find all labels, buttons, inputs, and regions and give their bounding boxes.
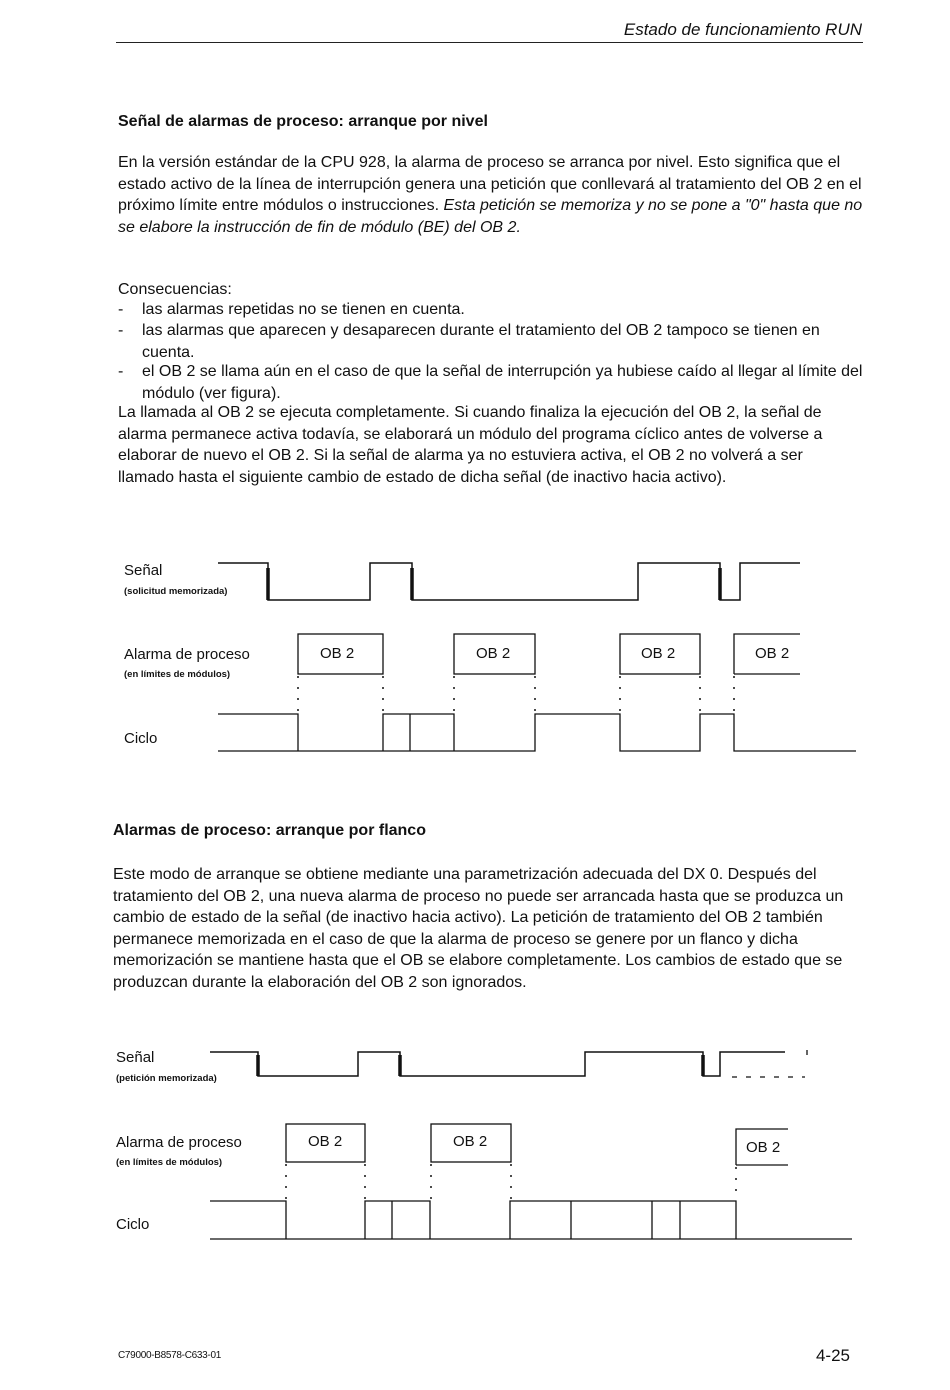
section-heading-edge: Alarmas de proceso: arranque por flanco: [113, 822, 426, 839]
list-bullet: -: [118, 301, 124, 318]
alarm-label: Alarma de proceso: [116, 1134, 242, 1151]
timing-diagram-edge: [0, 1035, 950, 1250]
memorized-request-marks: [258, 1055, 703, 1076]
signal-sublabel: (petición memorizada): [116, 1073, 217, 1084]
ob2-label: OB 2: [320, 645, 355, 662]
ob2-label: OB 2: [755, 645, 790, 662]
signal-waveform: [210, 1052, 785, 1076]
cycle-waveform: [210, 1201, 852, 1239]
memorized-request-marks: [268, 568, 720, 600]
consequences-label: Consecuencias:: [118, 281, 232, 298]
paragraph-level-intro-italic: Esta petición se memoriza y no se pone a "0" hasta que no se elabore la instrucción de fin de módulo (BE) del OB 2.: [118, 197, 863, 236]
list-item: - las alarmas que aparecen y desaparecen durante el tratamiento del OB 2 tampoco se tienen en cuenta.: [118, 322, 820, 361]
module-boundary-markers: [286, 1164, 736, 1205]
list-item: - el OB 2 se llama aún en el caso de que la señal de interrupción ya hubiese caído al llegar al límite del módulo (ver figura).: [118, 363, 863, 402]
alarm-label: Alarma de proceso: [124, 646, 250, 663]
document-code: C79000-B8578-C633-01: [118, 1350, 221, 1361]
ob2-label: OB 2: [308, 1133, 343, 1150]
request-continuation: [732, 1050, 807, 1077]
paragraph-level-consequence: La llamada al OB 2 se ejecuta completamente. Si cuando finaliza la ejecución del OB 2, la señal de alarma permanece activa todavía, se elaborará un módulo del programa cíclico antes de volverse a elaborar de nuevo el OB 2. Si la señal de alarma ya no estuviera activa, el OB 2 no volverá a ser llamado hasta el siguiente cambio de estado de dicha señal (de inactivo hacia activo).: [118, 404, 823, 486]
signal-sublabel: (solicitud memorizada): [124, 586, 228, 597]
page-number: 4-25: [815, 1346, 850, 1365]
alarm-sublabel: (en límites de módulos): [124, 669, 231, 680]
signal-label: Señal: [124, 562, 163, 579]
ob2-label: OB 2: [476, 645, 511, 662]
cycle-label: Ciclo: [124, 730, 158, 747]
signal-label: Señal: [116, 1049, 155, 1066]
paragraph-level-intro-plain: En la versión estándar de la CPU 928, la alarma de proceso se arranca por nivel. Esto significa que el estado activo de la línea de interrupción genera una petición que conllevará al tratamiento del OB 2 en el próximo límite entre módulos o instrucciones.: [118, 154, 862, 214]
paragraph-level-intro: [118, 152, 863, 238]
section-heading-level: Señal de alarmas de proceso: arranque por nivel: [118, 113, 488, 130]
alarm-sublabel: (en límites de módulos): [116, 1157, 223, 1168]
timing-diagram-level: [0, 550, 950, 765]
ob2-label: OB 2: [641, 645, 676, 662]
cycle-label: Ciclo: [116, 1216, 150, 1233]
list-item: - las alarmas repetidas no se tienen en cuenta.: [118, 299, 868, 321]
module-boundary-markers: [298, 676, 734, 720]
running-header: Estado de funcionamiento RUN: [623, 20, 862, 39]
list-bullet: -: [118, 363, 124, 380]
list-bullet: -: [118, 322, 124, 339]
cycle-waveform: [218, 714, 856, 751]
ob2-label: OB 2: [453, 1133, 488, 1150]
header-rule: [116, 42, 863, 43]
paragraph-edge-intro: Este modo de arranque se obtiene mediante una parametrización adecuada del DX 0. Después del tratamiento del OB 2, una nueva alarma de proceso no puede ser arrancada hasta que se produzca un cambio de estado de la señal (de inactivo hacia activo). La petición de tratamiento del OB 2 también permanece memorizada en el caso de que la alarma de proceso se genere por un flanco y dicha memorización se mantiene hasta que el OB se elabore completamente. Los cambios de estado que se produzcan durante la elaboración del OB 2 son ignorados.: [113, 866, 844, 991]
ob2-label: OB 2: [746, 1139, 781, 1156]
signal-waveform: [218, 563, 800, 600]
